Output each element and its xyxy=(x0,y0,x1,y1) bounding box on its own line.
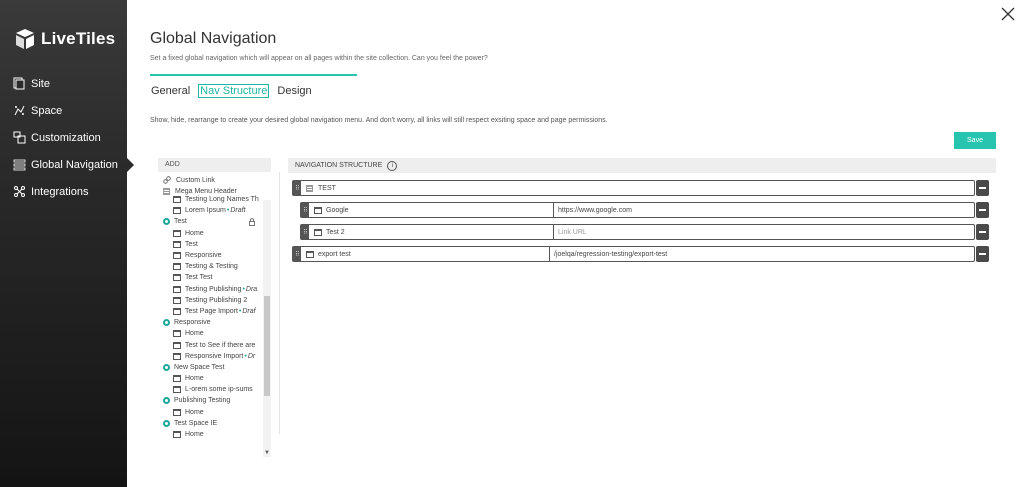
tree-space-item[interactable] xyxy=(158,395,262,406)
sidebar xyxy=(0,0,127,487)
page-icon xyxy=(173,207,181,214)
space-icon xyxy=(163,420,170,427)
tree-page-item[interactable] xyxy=(158,261,262,272)
url-field[interactable]: /joelqa/regression-testing/export-test xyxy=(549,247,974,261)
scroll-thumb[interactable] xyxy=(264,296,270,396)
tree-page-item[interactable] xyxy=(158,384,262,395)
page-icon xyxy=(314,207,322,214)
tree-item-label: Testing Long Names Th xyxy=(185,196,259,204)
page-icon xyxy=(173,409,181,416)
page-icon xyxy=(173,353,181,360)
scroll-down-icon[interactable]: ▼ xyxy=(264,450,270,456)
customization-icon xyxy=(13,131,26,144)
tree-item-label: Testing Publishing 2 xyxy=(185,296,248,304)
tree-item-label: Home xyxy=(185,229,204,237)
url-field[interactable]: https://www.google.com xyxy=(553,203,974,217)
drag-handle-icon[interactable]: ⠿ xyxy=(301,225,309,239)
remove-button[interactable] xyxy=(976,246,989,262)
sidebar-item-integrations[interactable] xyxy=(0,178,127,205)
space-icon xyxy=(163,218,170,225)
sidebar-item-customization[interactable] xyxy=(0,124,127,151)
page-icon xyxy=(173,263,181,270)
tree-item-label: Home xyxy=(185,431,204,439)
tree-item-label: Home xyxy=(185,375,204,383)
tree-item-label: Lorem Ipsum xyxy=(185,207,226,215)
nav-item-name-cell xyxy=(309,203,553,217)
sidebar-item-label: Customization xyxy=(31,131,101,144)
tree-item-label: L-orem some ip-sums xyxy=(185,386,253,394)
tree-page-item[interactable] xyxy=(158,250,262,261)
nav-item-google[interactable] xyxy=(300,202,975,218)
tree-space-item[interactable] xyxy=(158,362,262,373)
page-subtitle: Set a fixed global navigation which will appear on all pages within the site collection. Can you feel the power? xyxy=(150,55,488,62)
remove-button[interactable] xyxy=(976,202,989,218)
tree-page-item[interactable] xyxy=(158,205,262,216)
url-field[interactable]: Link URL xyxy=(553,225,974,239)
tree-item-label: Test Space IE xyxy=(174,419,218,427)
draft-dot-icon: • xyxy=(238,307,242,315)
drag-handle-icon[interactable]: ⠿ xyxy=(301,203,309,217)
tree-item-label: Test Page Import xyxy=(185,307,238,315)
nav-item-export-test[interactable] xyxy=(292,246,975,262)
tree-item-label: Responsive xyxy=(185,252,222,260)
tree-item-label: Testing Publishing xyxy=(185,285,242,293)
page-icon xyxy=(173,286,181,293)
draft-badge: Draf xyxy=(242,307,256,315)
tree-page-item[interactable] xyxy=(158,272,262,283)
livetiles-logo[interactable] xyxy=(14,28,115,50)
tree-page-item[interactable] xyxy=(158,429,262,440)
page-title: Global Navigation xyxy=(150,30,277,47)
nav-item-name: TEST xyxy=(318,184,336,192)
tree-page-item[interactable] xyxy=(158,295,262,306)
page-icon xyxy=(173,431,181,438)
page-icon xyxy=(173,342,181,349)
info-icon[interactable]: i xyxy=(387,161,397,171)
tree-page-item[interactable] xyxy=(158,306,262,317)
tab-design[interactable]: Design xyxy=(277,85,312,97)
add-custom-link[interactable] xyxy=(163,176,215,184)
sidebar-nav xyxy=(0,70,127,205)
tree-item-label: New Space Test xyxy=(174,363,225,371)
page-icon xyxy=(173,252,181,259)
tree-item-label: Responsive xyxy=(174,319,211,327)
draft-dot-icon: • xyxy=(244,352,247,360)
tree-page-item[interactable] xyxy=(158,239,262,250)
tree-page-item[interactable] xyxy=(158,194,262,205)
page-icon xyxy=(314,229,322,236)
tree-page-item[interactable] xyxy=(158,339,262,350)
panel-divider xyxy=(279,172,280,434)
space-icon xyxy=(13,104,26,117)
drag-handle-icon[interactable]: ⠿ xyxy=(293,181,301,195)
nav-item-test-2[interactable] xyxy=(300,224,975,240)
tree-space-item[interactable] xyxy=(158,317,262,328)
page-icon xyxy=(173,386,181,393)
mega-menu-icon xyxy=(306,185,313,192)
livetiles-logo-icon xyxy=(14,28,36,50)
mega-menu-header-label: Mega Menu Header xyxy=(175,188,237,195)
space-icon xyxy=(163,397,170,404)
remove-button[interactable] xyxy=(976,224,989,240)
tab-general[interactable]: General xyxy=(151,85,191,97)
nav-item-name: Google xyxy=(326,206,349,214)
sidebar-item-label: Site xyxy=(31,77,50,90)
page-icon xyxy=(173,330,181,337)
sidebar-item-label: Integrations xyxy=(31,185,89,198)
tree-item-label: Responsive Import xyxy=(185,352,244,360)
tree-page-item[interactable] xyxy=(158,284,262,295)
tree-page-item[interactable] xyxy=(158,373,262,384)
page-icon xyxy=(306,251,314,258)
link-icon xyxy=(163,176,171,184)
page-icon xyxy=(173,241,181,248)
tree-page-item[interactable] xyxy=(158,407,262,418)
tree-item-label: Test xyxy=(174,218,187,226)
tree-item-label: Publishing Testing xyxy=(174,397,231,405)
close-icon[interactable] xyxy=(1000,6,1016,22)
sidebar-item-site[interactable] xyxy=(0,70,127,97)
nav-item-name-cell xyxy=(301,181,974,195)
nav-item-test[interactable] xyxy=(292,180,975,196)
sidebar-item-global-navigation[interactable] xyxy=(0,151,127,178)
add-panel-header: ADD xyxy=(158,158,271,172)
page-icon xyxy=(173,308,181,315)
save-button[interactable]: Save xyxy=(954,132,996,149)
lock-icon xyxy=(248,218,256,226)
tab-nav-structure[interactable]: Nav Structure xyxy=(200,85,268,97)
tree-page-item[interactable] xyxy=(158,228,262,239)
sidebar-item-space[interactable] xyxy=(0,97,127,124)
tree-space-item[interactable] xyxy=(158,216,262,227)
description-text: Show, hide, rearrange to create your desired global navigation menu. And don't worry, all links will still respect exsiting space and page permissions. xyxy=(150,117,608,124)
tree-item-label: Test Test xyxy=(185,274,213,282)
remove-button[interactable] xyxy=(976,180,989,196)
draft-dot-icon: • xyxy=(226,207,230,215)
draft-badge: Draft xyxy=(230,207,246,215)
nav-structure-header xyxy=(288,158,996,173)
site-icon xyxy=(13,77,26,90)
pages-tree[interactable] xyxy=(158,196,271,457)
page-icon xyxy=(173,196,181,203)
page-icon xyxy=(173,230,181,237)
draft-dot-icon: • xyxy=(242,285,245,293)
pages-tree-list xyxy=(158,194,262,440)
nav-item-name: export test xyxy=(318,250,351,258)
draft-badge: Dr xyxy=(247,352,256,360)
space-icon xyxy=(163,364,170,371)
tree-item-label: Test to See if there are xyxy=(185,341,256,349)
global-navigation-icon xyxy=(13,158,26,171)
integrations-icon xyxy=(13,185,26,198)
draft-badge: Dra xyxy=(245,285,258,293)
nav-structure-title: NAVIGATION STRUCTURE xyxy=(295,162,383,169)
nav-item-name-cell xyxy=(309,225,553,239)
nav-item-name-cell xyxy=(301,247,549,261)
space-icon xyxy=(163,319,170,326)
page-icon xyxy=(173,375,181,382)
page-icon xyxy=(173,297,181,304)
tree-scrollbar[interactable] xyxy=(263,200,271,457)
sidebar-item-label: Global Navigation xyxy=(31,158,118,171)
drag-handle-icon[interactable]: ⠿ xyxy=(293,247,301,261)
nav-item-name: Test 2 xyxy=(326,228,345,236)
app-name: LiveTiles xyxy=(41,29,116,48)
title-underline xyxy=(150,74,357,76)
sidebar-item-label: Space xyxy=(31,104,63,117)
tree-page-item[interactable] xyxy=(158,328,262,339)
tree-item-label: Testing & Testing xyxy=(185,263,238,271)
tree-space-item[interactable] xyxy=(158,418,262,429)
tree-item-label: Home xyxy=(185,408,204,416)
custom-link-label: Custom Link xyxy=(176,176,215,184)
tree-item-label: Home xyxy=(185,330,204,338)
tab-bar xyxy=(150,84,320,98)
tree-item-label: Test xyxy=(185,240,198,248)
tree-page-item[interactable] xyxy=(158,351,262,362)
page-icon xyxy=(173,274,181,281)
